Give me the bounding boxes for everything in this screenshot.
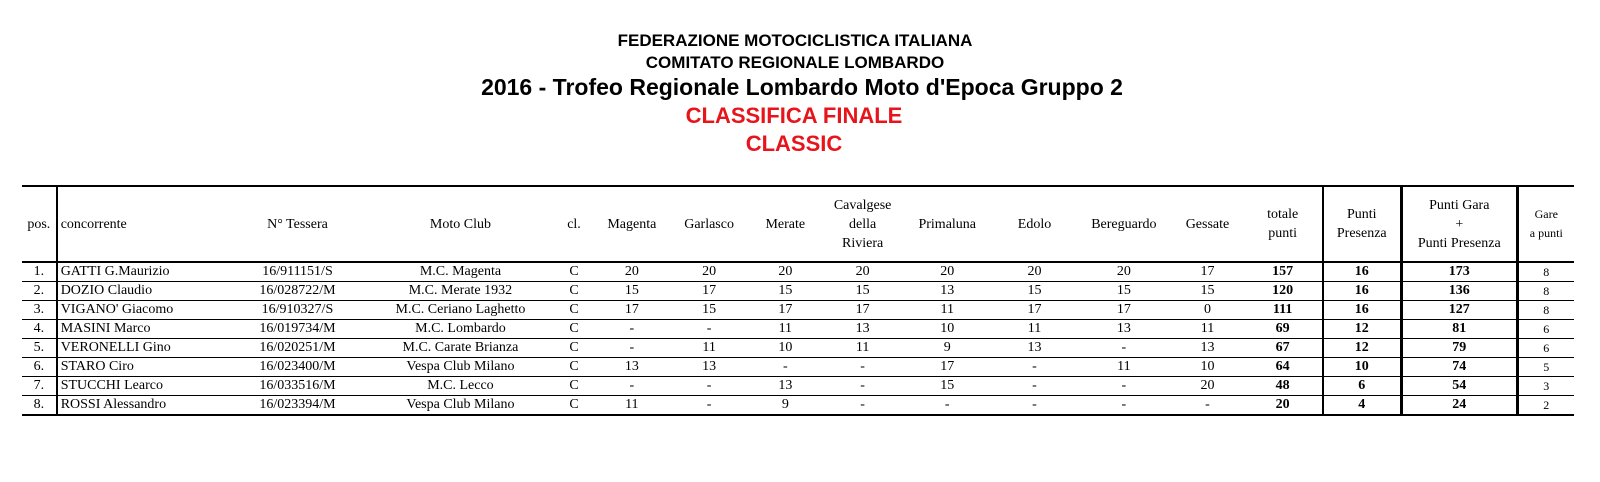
document-title: 2016 - Trofeo Regionale Lombardo Moto d'Epoca Gruppo 2 [481,74,1123,100]
cell-merate: 9 [747,396,823,416]
cell-club: M.C. Carate Brianza [366,339,555,358]
table-row [22,339,1574,358]
cell-edolo: - [992,358,1076,377]
col-concorrente: concorrente [57,186,229,262]
cell-cavalgese: 13 [823,320,902,339]
cell-pos: 1. [22,262,57,282]
cell-pos: 8. [22,396,57,416]
cell-gare: 6 [1517,320,1574,339]
cell-presenza: 10 [1323,358,1402,377]
cell-primaluna: 15 [902,377,992,396]
cell-name: GATTI G.Maurizio [57,262,229,282]
cell-edolo: 20 [992,262,1076,282]
cell-primaluna: - [902,396,992,416]
cell-gessate: 11 [1171,320,1244,339]
cell-club: M.C. Merate 1932 [366,282,555,301]
cell-bereguardo: - [1077,377,1172,396]
cell-class: C [555,358,593,377]
table-row [22,320,1574,339]
cell-club: M.C. Ceriano Laghetto [366,301,555,320]
cell-club: Vespa Club Milano [366,358,555,377]
table-row [22,358,1574,377]
cell-bereguardo: - [1077,396,1172,416]
cell-cavalgese: 11 [823,339,902,358]
cell-gessate: - [1171,396,1244,416]
cell-garlasco: - [671,377,748,396]
cell-primaluna: 13 [902,282,992,301]
cell-totale: 20 [1244,396,1323,416]
cell-merate: 13 [747,377,823,396]
cell-garlasco: 20 [671,262,748,282]
cell-bereguardo: 11 [1077,358,1172,377]
cell-merate: 15 [747,282,823,301]
cell-totale: 111 [1244,301,1323,320]
cell-name: VERONELLI Gino [57,339,229,358]
col-punti-gara-presenza [1401,186,1517,262]
cell-gare: 8 [1517,282,1574,301]
cell-name: VIGANO' Giacomo [57,301,229,320]
col-bereguardo: Bereguardo [1077,186,1172,262]
col-gare-line2: a punti [1529,226,1563,240]
col-gara-line1: Punti Gara [1429,197,1490,213]
col-cavalgese-line3: Riviera [841,235,884,251]
cell-pos: 7. [22,377,57,396]
cell-presenza: 12 [1323,339,1402,358]
col-gessate: Gessate [1171,186,1244,262]
cell-primaluna: 10 [902,320,992,339]
cell-bereguardo: 17 [1077,301,1172,320]
cell-presenza: 16 [1323,282,1402,301]
cell-gessate: 13 [1171,339,1244,358]
table-row [22,301,1574,320]
cell-gare: 2 [1517,396,1574,416]
col-cavalgese-line2: della [848,216,877,232]
cell-magenta: - [593,339,671,358]
cell-bereguardo: - [1077,339,1172,358]
cell-totale: 69 [1244,320,1323,339]
col-tessera: N° Tessera [229,186,366,262]
col-magenta: Magenta [593,186,671,262]
cell-gara-presenza: 79 [1401,339,1517,358]
cell-merate: 11 [747,320,823,339]
cell-tessera: 16/023400/M [229,358,366,377]
cell-gare: 5 [1517,358,1574,377]
cell-presenza: 16 [1323,301,1402,320]
cell-presenza: 12 [1323,320,1402,339]
cell-gara-presenza: 127 [1401,301,1517,320]
cell-cavalgese: - [823,377,902,396]
col-gare-line1: Gare [1534,207,1558,221]
cell-edolo: 11 [992,320,1076,339]
col-edolo: Edolo [992,186,1076,262]
cell-bereguardo: 13 [1077,320,1172,339]
cell-gara-presenza: 74 [1401,358,1517,377]
cell-club: M.C. Magenta [366,262,555,282]
cell-magenta: - [593,377,671,396]
cell-bereguardo: 15 [1077,282,1172,301]
cell-merate: - [747,358,823,377]
cell-tessera: 16/033516/M [229,377,366,396]
cell-merate: 10 [747,339,823,358]
cell-totale: 64 [1244,358,1323,377]
col-garlasco: Garlasco [671,186,748,262]
cell-magenta: 15 [593,282,671,301]
cell-name: DOZIO Claudio [57,282,229,301]
cell-tessera: 16/910327/S [229,301,366,320]
cell-garlasco: 17 [671,282,748,301]
category-title: CLASSIC [745,131,843,156]
cell-presenza: 4 [1323,396,1402,416]
cell-presenza: 6 [1323,377,1402,396]
cell-edolo: 17 [992,301,1076,320]
cell-primaluna: 20 [902,262,992,282]
table-row [22,262,1574,282]
cell-merate: 20 [747,262,823,282]
cell-edolo: 15 [992,282,1076,301]
cell-name: MASINI Marco [57,320,229,339]
cell-totale: 48 [1244,377,1323,396]
cell-gessate: 15 [1171,282,1244,301]
cell-merate: 17 [747,301,823,320]
col-totale-line2: punti [1268,226,1298,241]
cell-primaluna: 11 [902,301,992,320]
cell-pos: 5. [22,339,57,358]
cell-pos: 3. [22,301,57,320]
cell-gare: 6 [1517,339,1574,358]
cell-pos: 2. [22,282,57,301]
cell-pos: 6. [22,358,57,377]
cell-totale: 67 [1244,339,1323,358]
cell-primaluna: 17 [902,358,992,377]
cell-cavalgese: - [823,396,902,416]
cell-gessate: 20 [1171,377,1244,396]
table-row [22,377,1574,396]
col-gara-line3: Punti Presenza [1417,235,1501,251]
cell-primaluna: 9 [902,339,992,358]
cell-tessera: 16/019734/M [229,320,366,339]
col-merate: Merate [747,186,823,262]
cell-gare: 3 [1517,377,1574,396]
col-totale-punti [1244,186,1323,262]
cell-gare: 8 [1517,262,1574,282]
cell-gessate: 10 [1171,358,1244,377]
cell-cavalgese: - [823,358,902,377]
cell-class: C [555,377,593,396]
federation-name: FEDERAZIONE MOTOCICLISTICA ITALIANA [617,31,973,50]
cell-garlasco: 11 [671,339,748,358]
col-gare-a-punti [1517,186,1574,262]
cell-garlasco: 13 [671,358,748,377]
cell-class: C [555,339,593,358]
cell-presenza: 16 [1323,262,1402,282]
cell-totale: 120 [1244,282,1323,301]
cell-name: STUCCHI Learco [57,377,229,396]
cell-class: C [555,301,593,320]
cell-name: STARO Ciro [57,358,229,377]
cell-club: M.C. Lombardo [366,320,555,339]
cell-cavalgese: 17 [823,301,902,320]
cell-gessate: 0 [1171,301,1244,320]
cell-tessera: 16/028722/M [229,282,366,301]
col-presenza-line1: Punti [1346,207,1377,222]
cell-cavalgese: 15 [823,282,902,301]
cell-garlasco: - [671,396,748,416]
cell-club: Vespa Club Milano [366,396,555,416]
cell-edolo: 13 [992,339,1076,358]
cell-edolo: - [992,396,1076,416]
table-row [22,396,1574,416]
cell-edolo: - [992,377,1076,396]
cell-bereguardo: 20 [1077,262,1172,282]
cell-gara-presenza: 54 [1401,377,1517,396]
cell-gare: 8 [1517,301,1574,320]
table-header-row [22,186,1574,262]
col-cavalgese [823,186,902,262]
cell-totale: 157 [1244,262,1323,282]
cell-tessera: 16/020251/M [229,339,366,358]
cell-gara-presenza: 136 [1401,282,1517,301]
cell-magenta: 13 [593,358,671,377]
col-pos: pos. [22,186,57,262]
cell-class: C [555,396,593,416]
cell-class: C [555,262,593,282]
cell-magenta: - [593,320,671,339]
cell-magenta: 17 [593,301,671,320]
standings-table [22,185,1574,416]
cell-gessate: 17 [1171,262,1244,282]
cell-pos: 4. [22,320,57,339]
col-primaluna: Primaluna [902,186,992,262]
col-moto-club: Moto Club [366,186,555,262]
col-totale-line1: totale [1267,207,1299,222]
committee-name: COMITATO REGIONALE LOMBARDO [645,53,945,72]
classification-title: CLASSIFICA FINALE [685,103,903,128]
cell-gara-presenza: 24 [1401,396,1517,416]
cell-class: C [555,320,593,339]
cell-gara-presenza: 81 [1401,320,1517,339]
cell-garlasco: - [671,320,748,339]
cell-name: ROSSI Alessandro [57,396,229,416]
cell-tessera: 16/023394/M [229,396,366,416]
cell-class: C [555,282,593,301]
col-presenza-line2: Presenza [1336,226,1387,241]
col-cavalgese-line1: Cavalgese [833,197,892,213]
col-gara-line2: + [1455,216,1464,232]
table-row [22,282,1574,301]
col-class: cl. [555,186,593,262]
cell-magenta: 20 [593,262,671,282]
cell-magenta: 11 [593,396,671,416]
cell-garlasco: 15 [671,301,748,320]
cell-gara-presenza: 173 [1401,262,1517,282]
cell-cavalgese: 20 [823,262,902,282]
cell-tessera: 16/911151/S [229,262,366,282]
col-punti-presenza [1323,186,1402,262]
cell-club: M.C. Lecco [366,377,555,396]
